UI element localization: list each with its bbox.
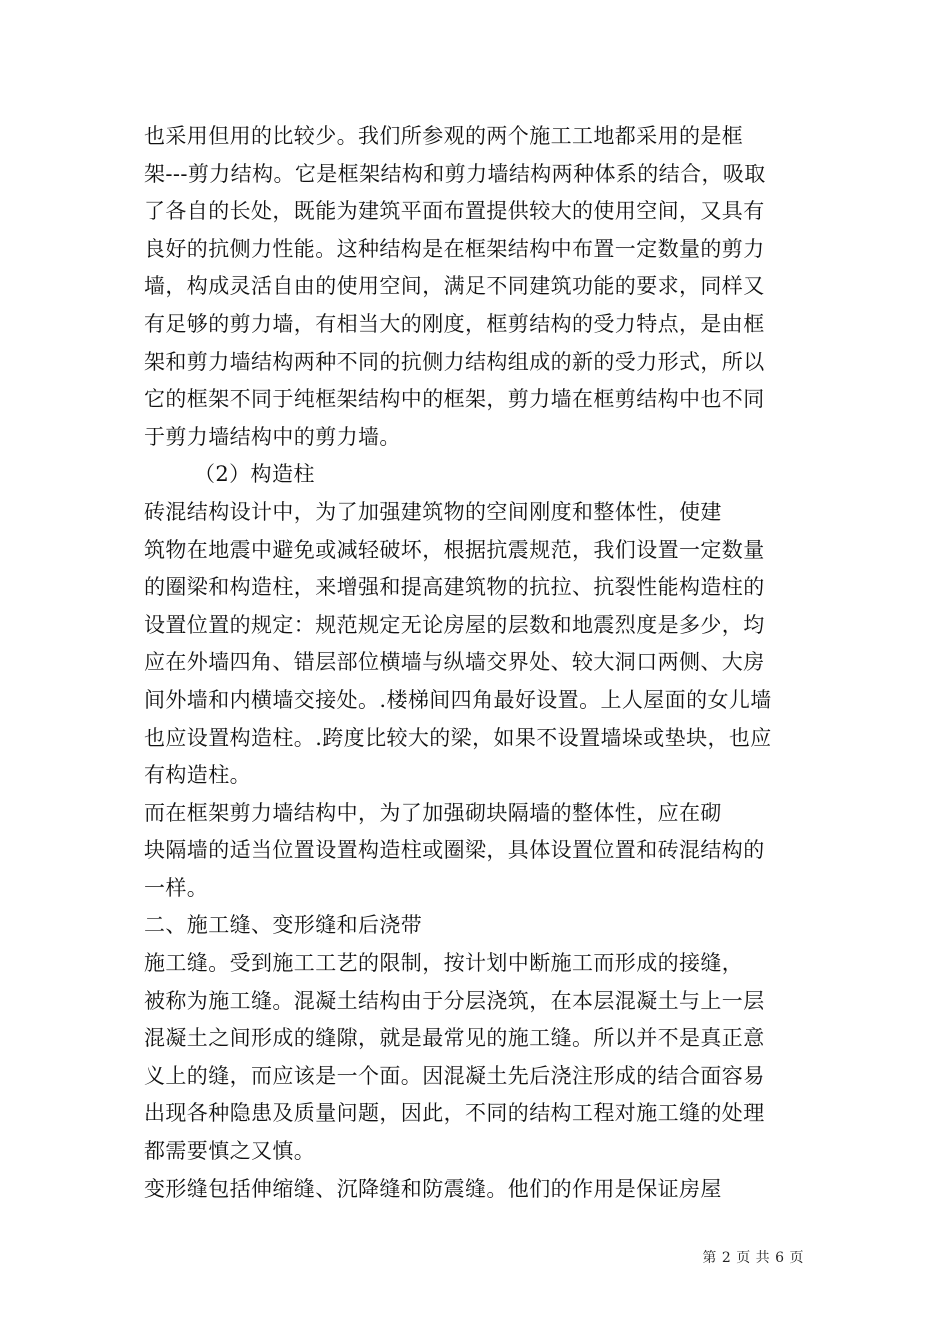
text-line: 也采用但用的比较少。我们所参观的两个施工工地都采用的是框 (144, 124, 744, 148)
text-line: 于剪力墙结构中的剪力墙。 (144, 424, 401, 449)
text-line: 墙，构成灵活自由的使用空间，满足不同建筑功能的要求，同样又 (144, 274, 765, 299)
text-line: 砖混结构设计中，为了加强建筑物的空间刚度和整体性，使建 (144, 499, 722, 524)
text-line: 它的框架不同于纯框架结构中的框架，剪力墙在框剪结构中也不同 (144, 387, 765, 412)
document-body (144, 118, 806, 1208)
section-heading: （2）构造柱 (194, 462, 315, 487)
text-line: 筑物在地震中避免或减轻破坏，根据抗震规范，我们设置一定数量 (144, 537, 765, 562)
text-line: 一样。 (144, 875, 209, 900)
text-line: 有构造柱。 (144, 763, 251, 788)
text-line: 架和剪力墙结构两种不同的抗侧力结构组成的新的受力形式，所以 (144, 349, 765, 374)
section-heading: 二、施工缝、变形缝和后浇带 (144, 913, 423, 938)
text-line: 出现各种隐患及质量问题，因此，不同的结构工程对施工缝的处理 (144, 1101, 765, 1126)
text-line: 良好的抗侧力性能。这种结构是在框架结构中布置一定数量的剪力 (144, 236, 765, 261)
text-line: 有足够的剪力墙，有相当大的刚度，框剪结构的受力特点，是由框 (144, 311, 765, 336)
text-line: 混凝土之间形成的缝隙，就是最常见的施工缝。所以并不是真正意 (144, 1026, 765, 1051)
text-line: 间外墙和内横墙交接处。.楼梯间四角最好设置。上人屋面的女儿墙 (144, 687, 772, 712)
text-line: 也应设置构造柱。.跨度比较大的梁，如果不设置墙垛或垫块，也应 (144, 725, 772, 750)
text-line: 施工缝。受到施工工艺的限制，按计划中断施工而形成的接缝， (144, 951, 744, 976)
text-line: 了各自的长处，既能为建筑平面布置提供较大的使用空间，又具有 (144, 199, 765, 224)
text-line: 架---剪力结构。它是框架结构和剪力墙结构两种体系的结合，吸取 (144, 161, 766, 186)
text-line: 设置位置的规定：规范规定无论房屋的层数和地震烈度是多少，均 (144, 612, 765, 637)
text-line: 的圈梁和构造柱，来增强和提高建筑物的抗拉、抗裂性能构造柱的 (144, 575, 765, 600)
text-line: 被称为施工缝。混凝土结构由于分层浇筑，在本层混凝土与上一层 (144, 988, 765, 1013)
page-number-footer: 第 2 页 共 6 页 (702, 1250, 804, 1266)
text-line: 义上的缝，而应该是一个面。因混凝土先后浇注形成的结合面容易 (144, 1063, 765, 1088)
text-line: 而在框架剪力墙结构中，为了加强砌块隔墙的整体性，应在砌 (144, 800, 722, 825)
text-line: 变形缝包括伸缩缝、沉降缝和防震缝。他们的作用是保证房屋 (144, 1176, 722, 1201)
text-line: 都需要慎之又慎。 (144, 1139, 316, 1164)
text-line: 应在外墙四角、错层部位横墙与纵墙交界处、较大洞口两侧、大房 (144, 650, 765, 675)
text-line: 块隔墙的适当位置设置构造柱或圈梁，具体设置位置和砖混结构的 (144, 838, 765, 863)
